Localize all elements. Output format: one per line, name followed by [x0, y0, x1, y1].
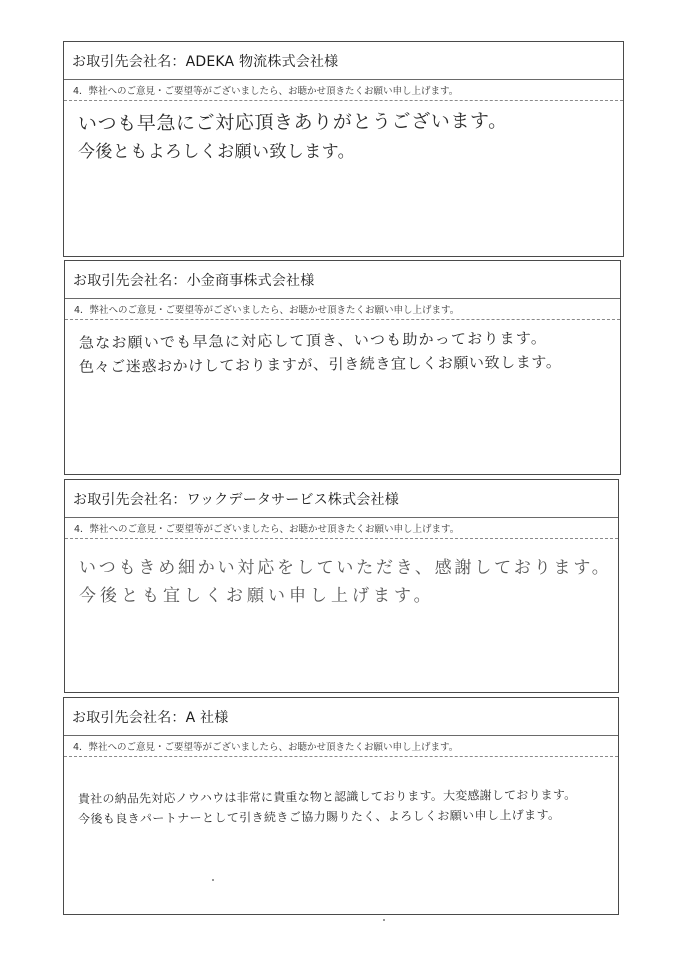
- answer-line-1: 急なお願いでも早急に対応して頂き、いつも助かっております。: [78, 329, 548, 352]
- question-prompt: 4．弊社へのご意見・ご要望等がございましたら、お聴かせ頂きたくお願い申し上げます。: [65, 518, 618, 539]
- answer-line-2: 色々ご迷惑おかけしておりますが、引き続き宜しくお願い致します。: [78, 352, 562, 376]
- answer-line-2: 今後とも宜しくお願い申し上げます。: [79, 586, 435, 606]
- question-prompt: 4．弊社へのご意見・ご要望等がございましたら、お聴かせ頂きたくお願い申し上げます。: [64, 736, 618, 757]
- answer-line-1: いつもきめ細かい対応をしていただき、感謝しております。: [79, 558, 612, 578]
- client-name-label: お取引先会社名：ADEKA 物流株式会社様: [64, 42, 623, 80]
- answer-line-2: 今後ともよろしくお願い致します。: [78, 142, 356, 162]
- feedback-card-a-company: [63, 697, 619, 915]
- client-name-label: お取引先会社名：A 社様: [64, 698, 618, 736]
- question-prompt: 4．弊社へのご意見・ご要望等がございましたら、お聴かせ頂きたくお願い申し上げます。: [65, 299, 620, 320]
- client-name-label: お取引先会社名：小金商事株式会社様: [65, 261, 620, 299]
- answer-line-2: 今後も良きパートナーとして引き続きご協力賜りたく、よろしくお願い申し上げます。: [77, 807, 561, 826]
- feedback-card-adeka: [63, 41, 624, 257]
- scan-speck: [212, 879, 214, 881]
- feedback-card-kogane: [64, 260, 621, 475]
- answer-line-1: いつも早急にご対応頂きありがとうございます。: [77, 110, 508, 135]
- question-prompt: 4．弊社へのご意見・ご要望等がございましたら、お聴かせ頂きたくお願い申し上げます。: [64, 80, 623, 101]
- feedback-card-wack-data: [64, 479, 619, 693]
- scan-speck: [383, 919, 385, 921]
- answer-line-1: 貴社の納品先対応ノウハウは非常に貴重な物と認識しております。大変感謝しております。: [77, 787, 577, 806]
- client-name-label: お取引先会社名：ワックデータサービス株式会社様: [65, 480, 618, 518]
